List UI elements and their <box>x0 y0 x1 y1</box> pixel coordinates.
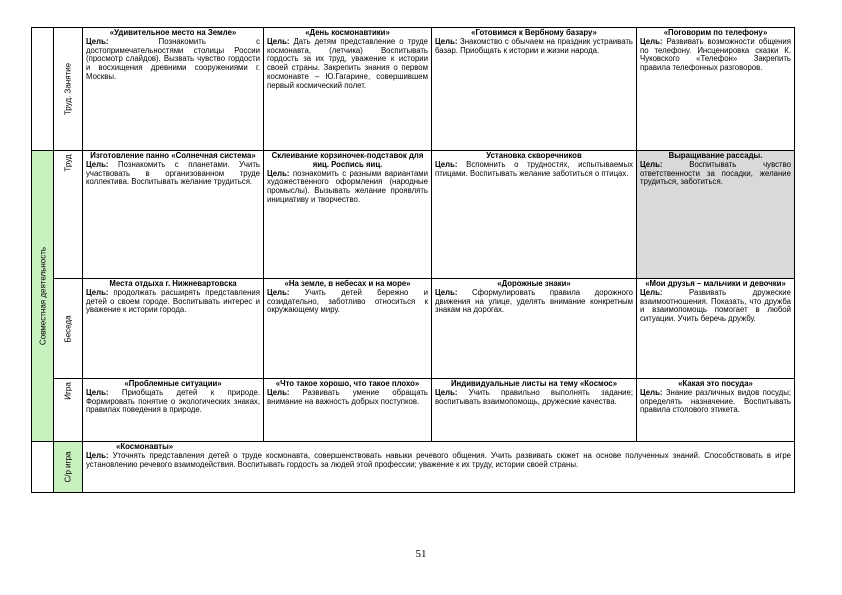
page-number: 51 <box>415 548 427 560</box>
activity-cell <box>83 379 264 442</box>
row-label-cell <box>54 151 83 279</box>
activity-text: Дать детям представление о труде космонавта, (летчика) Воспитывать гордость за их труд, уважение к истории своей страны. Закрепить знания о первом космонавте – Ю.Гагарине, совершившем первый космический полет. <box>267 36 428 90</box>
activity-cell <box>83 279 264 379</box>
activity-title: «Поговорим по телефону» <box>663 28 768 37</box>
activity-text: Учить детей бережно и созидательно, заботливо относиться к окружающему миру. <box>267 287 428 315</box>
activity-text: Познакомить с планетами. Учить участвовать в организованном труде коллектива. Воспитывать желание трудиться. <box>86 159 260 187</box>
activity-cell <box>83 151 264 279</box>
row-label: Беседа <box>63 314 73 343</box>
goal-label: Цель: <box>640 159 690 169</box>
activity-cell <box>83 28 264 151</box>
row-label: С/р игра <box>63 451 73 483</box>
activity-text: познакомить с разными вариантами художественного оформления (народные промыслы). Вызывать желание проявлять инициативу и творчество. <box>267 168 428 204</box>
empty-cell <box>32 28 54 151</box>
activity-cell <box>432 279 637 379</box>
activity-title: Изготовление панно «Солнечная система» <box>90 151 256 160</box>
activity-title: «День космонавтики» <box>305 28 390 37</box>
activity-text: Воспитывать чувство ответственности за посадки, желание трудиться, заботиться. <box>640 159 791 187</box>
row-label-cell <box>54 442 83 493</box>
goal-label: Цель: <box>267 287 305 297</box>
table-row <box>32 442 795 493</box>
goal-label: Цель: <box>640 36 667 46</box>
goal-label: Цель: <box>86 387 122 397</box>
activity-cell <box>432 379 637 442</box>
goal-label: Цель: <box>640 287 690 297</box>
goal-label: Цель: <box>86 159 119 169</box>
row-label: Труд. Занятие <box>63 62 73 116</box>
row-label: Игра <box>63 382 73 400</box>
activity-cell <box>637 379 795 442</box>
activity-cell <box>637 279 795 379</box>
activity-title: «Готовимся к Вербному базару» <box>471 28 597 37</box>
activity-title: «Какая это посуда» <box>678 379 753 388</box>
game-description-cell <box>83 442 795 493</box>
goal-label: Цель: <box>435 287 472 297</box>
activity-title: «Удивительное место на Земле» <box>109 28 237 37</box>
activity-title: «Что такое хорошо, что такое плохо» <box>275 379 420 388</box>
goal-label: Цель: <box>435 387 469 397</box>
section-label: Совместная деятельность <box>37 246 47 346</box>
activity-title: Индивидуальные листы на тему «Космос» <box>450 379 618 388</box>
activity-cell <box>432 28 637 151</box>
goal-label: Цель: <box>640 387 666 397</box>
plan-table <box>31 27 795 493</box>
goal-label: Цель: <box>267 168 293 178</box>
section-label-cell <box>32 151 54 442</box>
activity-title: «На земле, в небесах и на море» <box>284 279 411 288</box>
activity-text: Развивать умение обращать внимание на важность добрых поступков. <box>267 387 428 406</box>
game-title: «Космонавты» <box>116 442 174 451</box>
activity-text: Развивать дружеские взаимоотношения. Показать, что дружба и взаимопомощь помогает в любой ситуации. Учить беречь дружбу. <box>640 287 792 324</box>
row-label-cell <box>54 28 83 151</box>
activity-text: Приобщать детей к природе. Формировать понятие о экологических знаках, правилах поведения в природе. <box>86 387 260 415</box>
activity-title: «Проблемные ситуации» <box>124 379 222 388</box>
goal-label: Цель: <box>86 287 114 297</box>
goal-label: Цель: <box>267 387 303 397</box>
activity-text: Развивать возможности общения по телефону. Инсценировка сказки К. Чуковского «Телефон» Закрепить правила телефонных разговоров. <box>640 36 791 73</box>
activity-title: Установка скворечников <box>486 151 582 160</box>
goal-label: Цель: <box>86 450 113 460</box>
activity-text: Знакомство с обычаем на праздник устраивать базар. Приобщать к истории и жизни народа. <box>435 36 633 55</box>
activity-title: «Мои друзья – мальчики и девочки» <box>645 279 786 288</box>
activity-cell-highlighted <box>637 151 795 279</box>
row-label-cell <box>54 379 83 442</box>
empty-cell <box>32 442 54 493</box>
activity-text: Сформулировать правила дорожного движения на улице, уделять внимание конкретным знакам на дорогах. <box>435 287 633 315</box>
activity-cell <box>264 279 432 379</box>
activity-cell <box>432 151 637 279</box>
goal-label: Цель: <box>267 36 294 46</box>
activity-cell <box>264 28 432 151</box>
activity-text: Познакомить с достопримечательностями столицы России (просмотр слайдов). Вызвать чувство гордости и восхищения древними сооружениями г. Москвы. <box>86 36 260 81</box>
goal-label: Цель: <box>86 36 159 46</box>
activity-cell <box>637 28 795 151</box>
activity-text: Вспомнить о трудностях, испытываемых птицами. Воспитывать желание заботиться о птицах. <box>435 159 633 178</box>
activity-cell <box>264 151 432 279</box>
activity-cell <box>264 379 432 442</box>
activity-text: Учить правильно выполнять задание; воспитывать взаимопомощь, дружеские качества. <box>435 387 634 406</box>
goal-label: Цель: <box>435 159 467 169</box>
row-label: Труд <box>63 154 73 172</box>
activity-title: Выращивание рассады. <box>668 151 763 160</box>
goal-label: Цель: <box>435 36 460 46</box>
table-row <box>32 151 795 279</box>
table-row <box>32 379 795 442</box>
activity-title: Склеивание корзиночек-подставок для яиц. Роспись яиц. <box>271 151 424 169</box>
activity-text: продолжать расширять представления детей о своем городе. Воспитывать интерес и уважение к истории города. <box>86 287 260 315</box>
table-row <box>32 28 795 151</box>
activity-text: Знание различных видов посуды; определять назначение. Воспитывать правила столового этикета. <box>640 387 792 415</box>
game-text: Уточнять представления детей о труде космонавта, совершенствовать навыки речевого общения. Учить развивать сюжет на основе полученных знаний. Способствовать в игре установлению речевого взаимодействия. Воспитывать гордость за людей этой профессии; уважение к их труду, истории своей страны. <box>86 450 791 469</box>
activity-title: Места отдыха г. Нижневартовска <box>109 279 237 288</box>
activity-title: «Дорожные знаки» <box>497 279 571 288</box>
table-row <box>32 279 795 379</box>
row-label-cell <box>54 279 83 379</box>
